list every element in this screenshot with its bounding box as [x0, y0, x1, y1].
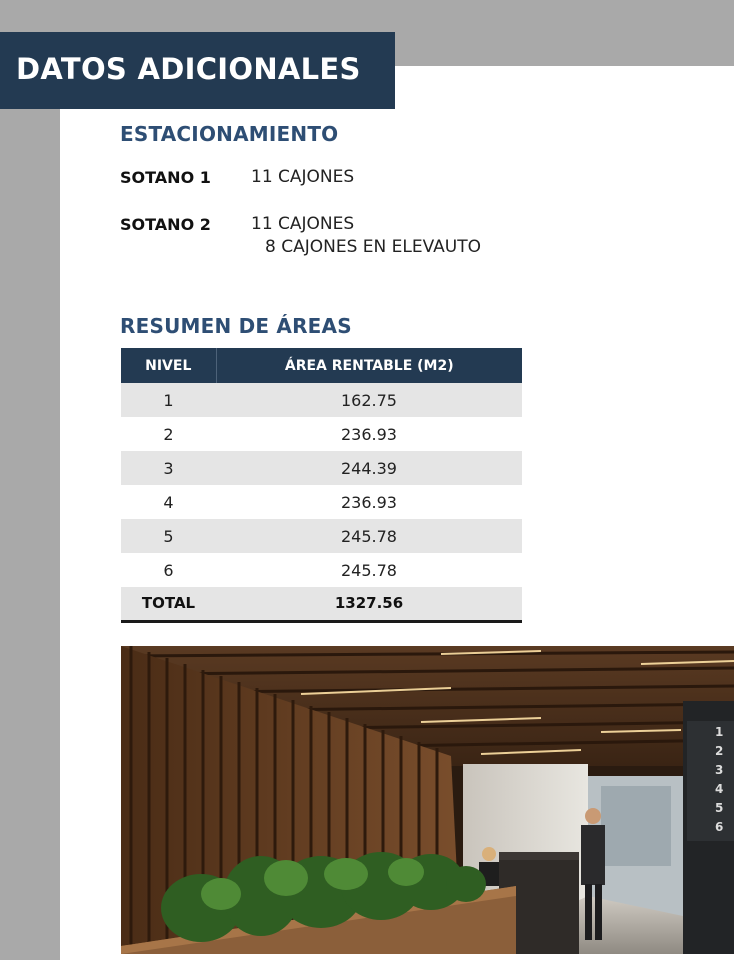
total-area: 1327.56 — [216, 587, 522, 621]
parking-label-sotano-1: SOTANO 1 — [120, 168, 211, 187]
parking-value-sotano-2: 11 CAJONES — [251, 214, 355, 234]
parking-extra-sotano-2: 8 CAJONES EN ELEVAUTO — [265, 237, 481, 257]
table-header-row — [121, 348, 522, 383]
area-cell: 236.93 — [341, 492, 397, 512]
areas-section-title: RESUMEN DE ÁREAS — [120, 314, 352, 338]
level-cell: 3 — [121, 451, 216, 485]
table-row — [121, 417, 522, 451]
total-label: TOTAL — [121, 587, 216, 621]
level-cell: 1 — [121, 383, 216, 417]
floor-number: 6 — [715, 820, 724, 834]
column-header-level: NIVEL — [121, 348, 216, 383]
table-row — [121, 383, 522, 417]
table-row — [121, 485, 522, 519]
level-cell: 4 — [163, 492, 174, 512]
parking-label-sotano-2: SOTANO 2 — [120, 215, 211, 234]
floor-number: 4 — [715, 782, 724, 796]
page-title: DATOS ADICIONALES — [16, 52, 361, 86]
parking-section-title: ESTACIONAMIENTO — [120, 122, 339, 146]
level-cell: 6 — [163, 560, 174, 580]
floor-number: 3 — [715, 763, 724, 777]
area-cell: 236.93 — [341, 424, 397, 444]
area-cell: 245.78 — [341, 560, 397, 580]
parking-value-sotano-1: 11 CAJONES — [251, 167, 355, 187]
area-cell: 244.39 — [216, 451, 522, 485]
table-row — [121, 519, 522, 553]
areas-table — [121, 348, 522, 623]
column-header-area: ÁREA RENTABLE (M2) — [216, 348, 522, 383]
floor-number: 2 — [715, 744, 724, 758]
total-row — [121, 587, 522, 621]
lobby-render-image — [121, 646, 734, 954]
area-cell: 245.78 — [216, 519, 522, 553]
header-banner — [0, 32, 395, 109]
floor-number: 1 — [715, 725, 724, 739]
level-cell: 2 — [163, 424, 174, 444]
floor-number: 5 — [715, 801, 724, 815]
area-cell: 162.75 — [216, 383, 522, 417]
table-row — [121, 553, 522, 587]
table-row — [121, 451, 522, 485]
level-cell: 5 — [121, 519, 216, 553]
